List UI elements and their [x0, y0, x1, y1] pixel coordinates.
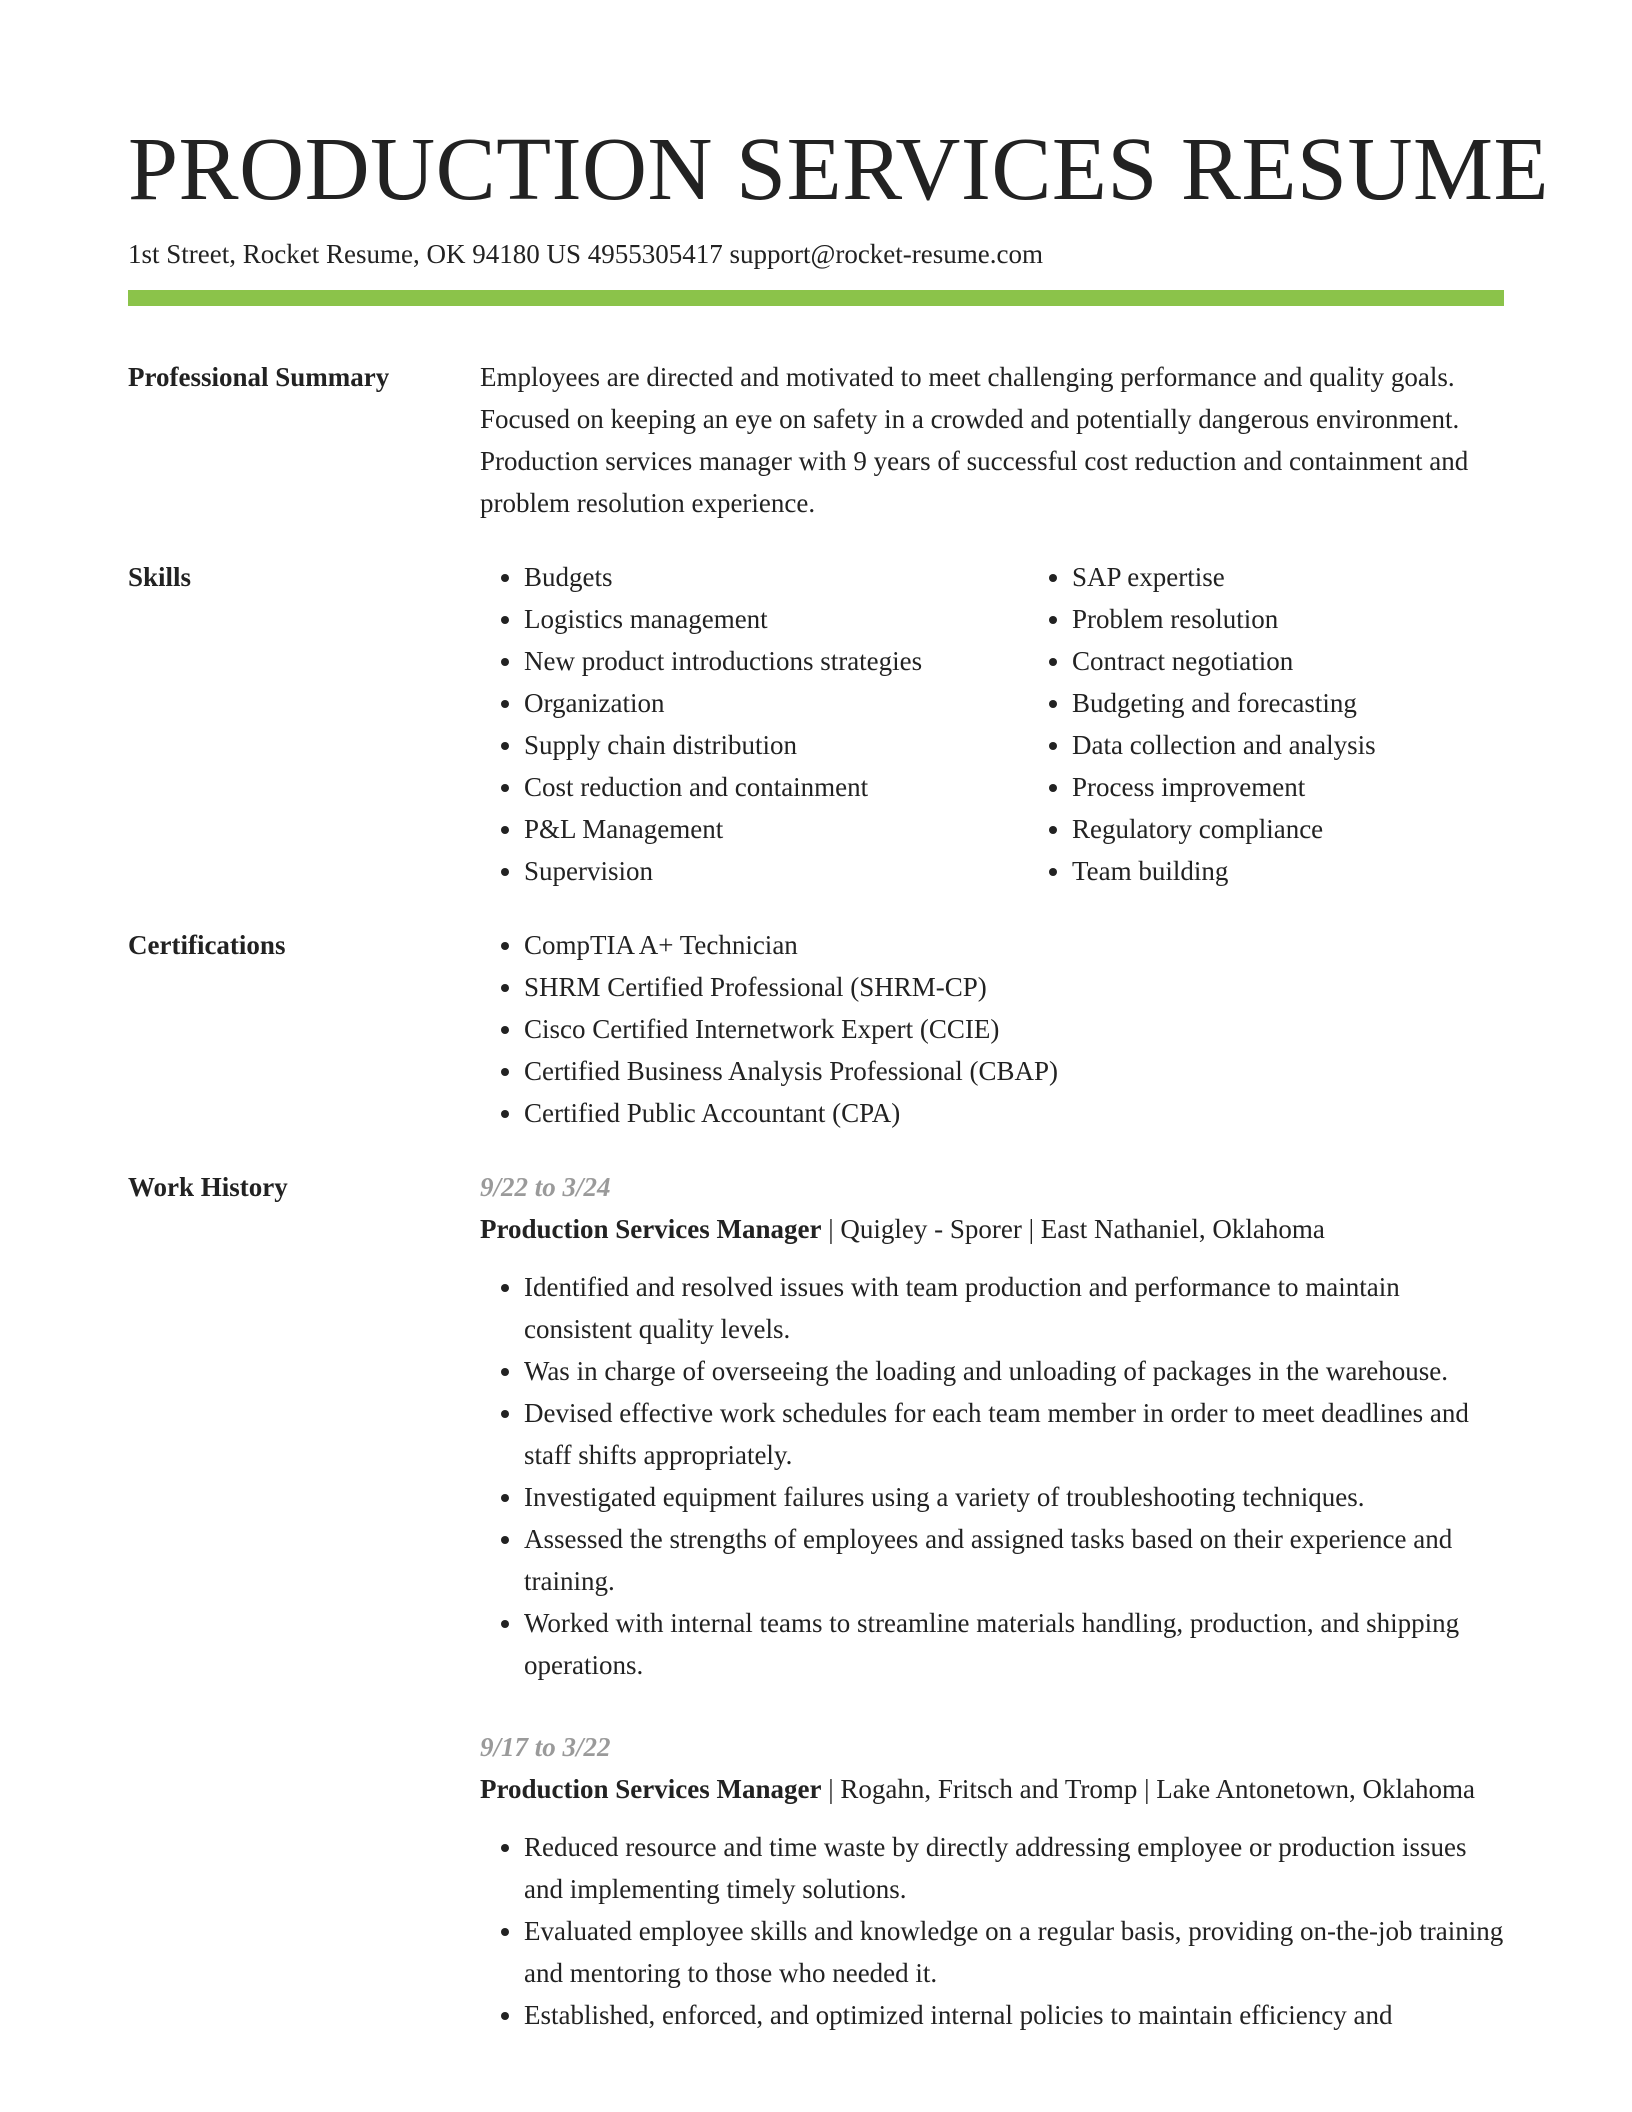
job-title: Production Services Manager: [480, 1774, 822, 1804]
skill-item: • Organization: [524, 682, 1028, 724]
skill-item: • Data collection and analysis: [1072, 724, 1376, 766]
skill-item: • Regulatory compliance: [1072, 808, 1376, 850]
job-details: | Rogahn, Fritsch and Tromp | Lake Antonetown, Oklahoma: [821, 1774, 1475, 1804]
certification-item: • CompTIA A+ Technician: [524, 924, 1504, 966]
job-bullet: • Reduced resource and time waste by directly addressing employee or production issues and implementing timely solutions.: [524, 1826, 1504, 1910]
job-bullet: • Investigated equipment failures using a variety of troubleshooting techniques.: [524, 1476, 1504, 1518]
skill-item: • Process improvement: [1072, 766, 1376, 808]
skill-item: • SAP expertise: [1072, 556, 1376, 598]
job-bullets: [480, 1826, 1504, 2036]
certification-item: • Certified Public Accountant (CPA): [524, 1092, 1504, 1134]
job-details: | Quigley - Sporer | East Nathaniel, Oklahoma: [821, 1214, 1325, 1244]
certification-item: • Certified Business Analysis Professional (CBAP): [524, 1050, 1504, 1092]
skill-item: • Team building: [1072, 850, 1376, 892]
skill-item: • Problem resolution: [1072, 598, 1376, 640]
resume-page: [128, 118, 1549, 2036]
certifications-list: [480, 924, 1504, 1134]
certifications-body: [480, 924, 1504, 1134]
certification-item: • SHRM Certified Professional (SHRM-CP): [524, 966, 1504, 1008]
contact-line: 1st Street, Rocket Resume, OK 94180 US 4955305417 support@rocket-resume.com: [128, 239, 1043, 269]
job-bullets: [480, 1266, 1504, 1686]
job-heading: [480, 1768, 1504, 1810]
professional-summary-section: [128, 356, 1504, 524]
summary-text: Employees are directed and motivated to meet challenging performance and quality goals. Focused on keeping an eye on safety in a crowded and potentially dangerous environment. Production services manager with 9 years of successful cost reduction and containment and problem resolution experience.: [480, 362, 1469, 518]
work-history-section: [128, 1166, 1504, 2036]
skill-item: • Supervision: [524, 850, 1028, 892]
skill-item: • Logistics management: [524, 598, 1028, 640]
job-bullet: • Devised effective work schedules for each team member in order to meet deadlines and staff shifts appropriately.: [524, 1392, 1504, 1476]
section-label-work-history: Work History: [128, 1172, 288, 1202]
certifications-section: [128, 924, 1504, 1134]
skills-grid: [480, 556, 1504, 892]
skill-item: • Contract negotiation: [1072, 640, 1376, 682]
section-label-certifications: Certifications: [128, 930, 286, 960]
job-title: Production Services Manager: [480, 1214, 822, 1244]
job-entry: [480, 1166, 1504, 1686]
skill-item: • Budgets: [524, 556, 1028, 598]
header-divider: [128, 290, 1504, 306]
skills-section: [128, 556, 1504, 892]
job-heading: [480, 1208, 1504, 1250]
section-label-skills: Skills: [128, 562, 192, 592]
skill-item: • Cost reduction and containment: [524, 766, 1028, 808]
job-dates: 9/17 to 3/22: [480, 1732, 611, 1762]
job-bullet: • Was in charge of overseeing the loading and unloading of packages in the warehouse.: [524, 1350, 1504, 1392]
skill-item: • Supply chain distribution: [524, 724, 1028, 766]
certification-item: • Cisco Certified Internetwork Expert (CCIE): [524, 1008, 1504, 1050]
job-bullet: • Worked with internal teams to streamline materials handling, production, and shipping operations.: [524, 1602, 1504, 1686]
work-history-body: [480, 1166, 1504, 2036]
skills-list-left: [480, 556, 1028, 892]
job-entry: [480, 1726, 1504, 2036]
job-bullet: • Established, enforced, and optimized internal policies to maintain efficiency and: [524, 1994, 1504, 2036]
skill-item: • P&L Management: [524, 808, 1028, 850]
job-dates: 9/22 to 3/24: [480, 1172, 611, 1202]
job-bullet: • Evaluated employee skills and knowledge on a regular basis, providing on-the-job training and mentoring to those who needed it.: [524, 1910, 1504, 1994]
resume-title: PRODUCTION SERVICES RESUME: [128, 120, 1549, 219]
job-bullet: • Assessed the strengths of employees and assigned tasks based on their experience and training.: [524, 1518, 1504, 1602]
job-bullet: • Identified and resolved issues with team production and performance to maintain consistent quality levels.: [524, 1266, 1504, 1350]
skills-list-right: [1028, 556, 1376, 892]
section-label-summary: Professional Summary: [128, 362, 390, 392]
skill-item: • Budgeting and forecasting: [1072, 682, 1376, 724]
skill-item: • New product introductions strategies: [524, 640, 1028, 682]
